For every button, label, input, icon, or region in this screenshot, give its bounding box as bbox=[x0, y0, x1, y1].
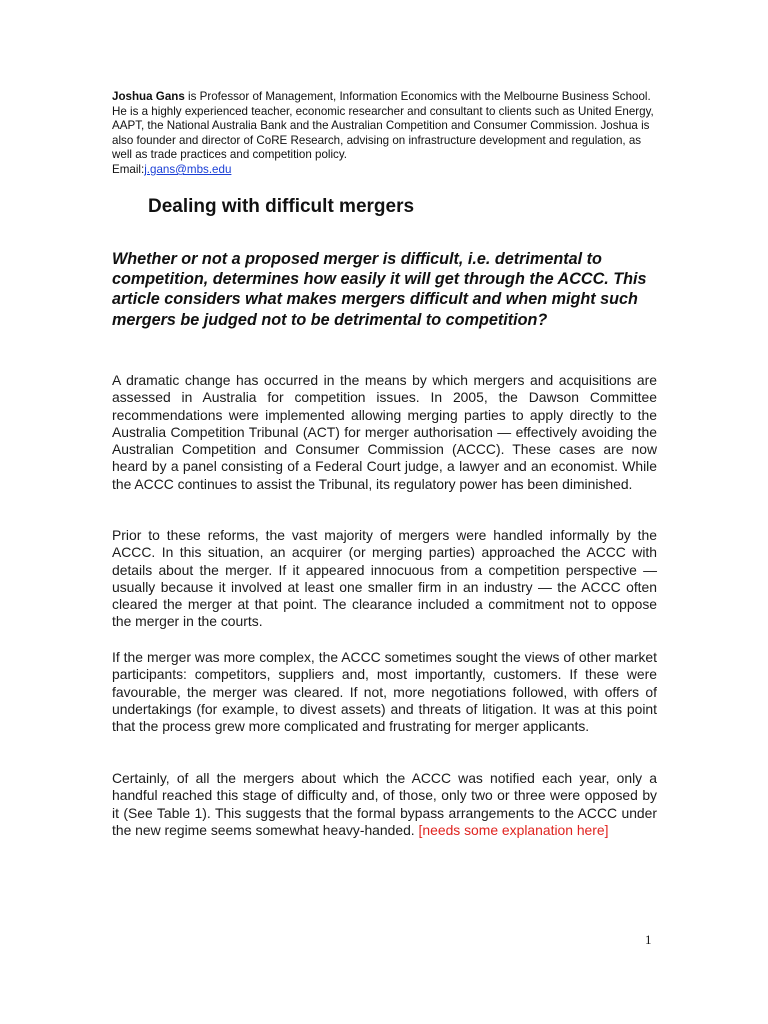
body-paragraph: If the merger was more complex, the ACCC sometimes sought the views of other market participants: competitors, suppliers and, most importantly, customers. If these were favourable, the merger was cleared. If not, more negotiations followed, with offers of undertakings (for example, to divest assets) and threats of litigation. It was at this point that the process grew more complicated and frustrating for merger applicants. bbox=[112, 649, 657, 735]
editor-note: [needs some explanation here] bbox=[418, 821, 609, 838]
body-paragraph bbox=[112, 770, 657, 839]
body-paragraph: Prior to these reforms, the vast majority of mergers were handled informally by the ACCC. In this situation, an acquirer (or merging parties) approached the ACCC with details about the merger. If it appeared innocuous from a competition perspective — usually because it involved at least one smaller firm in an industry — the ACCC often cleared the merger at that point. The clearance included a commitment not to oppose the merger in the courts. bbox=[112, 527, 657, 630]
article-standfirst: Whether or not a proposed merger is difficult, i.e. detrimental to competition, determines how easily it will get through the ACCC. This article considers what makes mergers difficult and when might such mergers be judged not to be detrimental to competition? bbox=[112, 250, 647, 329]
author-bio bbox=[112, 90, 657, 178]
author-name: Joshua Gans bbox=[112, 90, 185, 103]
email-link[interactable]: j.gans@mbs.edu bbox=[144, 162, 232, 176]
author-bio-text: is Professor of Management, Information Economics with the Melbourne Business School. He is a highly experienced teacher, economic researcher and consultant to clients such as United Energy, AAPT, the National Australia Bank and the Australian Competition and Consumer Commission. Joshua is also founder and director of CoRE Research, advising on infrastructure development and regulation, as well as trade practices and competition policy. bbox=[112, 90, 654, 162]
article-title: Dealing with difficult mergers bbox=[148, 196, 415, 217]
body-paragraph-text: Certainly, of all the mergers about which the ACCC was notified each year, only a handful reached this stage of difficulty and, of those, only two or three were opposed by it (See Table 1). This suggests that the formal bypass arrangements to the ACCC under the new regime seems somewhat heavy-handed. bbox=[112, 770, 657, 838]
email-label: Email: bbox=[112, 162, 145, 176]
body-paragraph: A dramatic change has occurred in the means by which mergers and acquisitions are assessed in Australia for competition issues. In 2005, the Dawson Committee recommendations were implemented allowing merging parties to apply directly to the Australia Competition Tribunal (ACT) for merger authorisation — effectively avoiding the Australian Competition and Consumer Commission (ACCC). These cases are now heard by a panel consisting of a Federal Court judge, a lawyer and an economist. While the ACCC continues to assist the Tribunal, its regulatory power has been diminished. bbox=[112, 372, 657, 492]
page-number: 1 bbox=[645, 932, 652, 947]
